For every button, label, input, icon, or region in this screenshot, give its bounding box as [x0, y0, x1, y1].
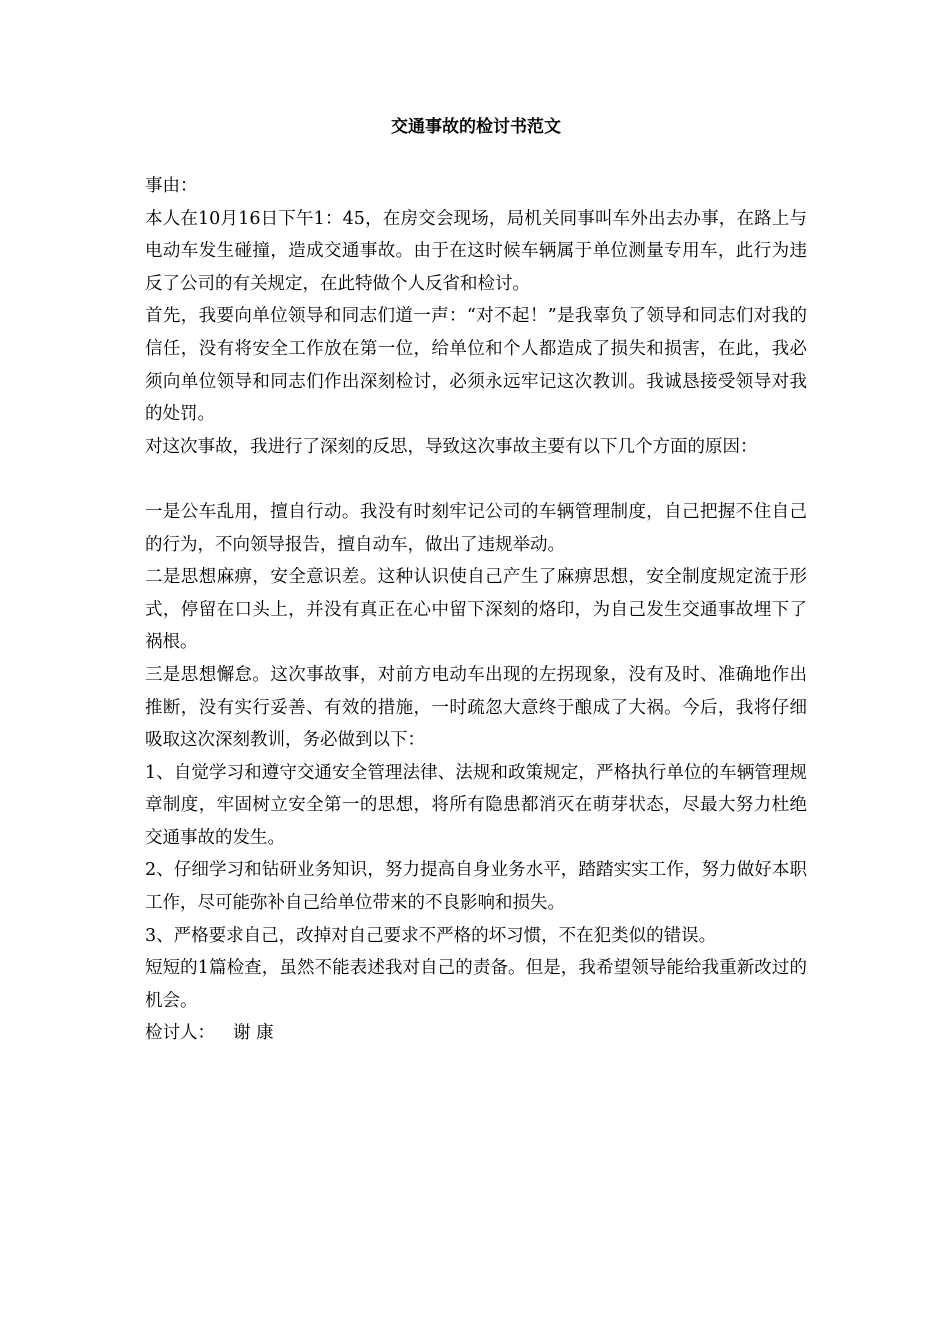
cause-one-paragraph: 一是公车乱用，擅自行动。我没有时刻牢记公司的车辆管理制度，自己把握不住自己的行为，不向领导报告，擅自动车，做出了违规举动。 — [145, 501, 807, 555]
commitment-one-paragraph: 1、自觉学习和遵守交通安全管理法律、法规和政策规定，严格执行单位的车辆管理规章制度，牢固树立安全第一的思想，将所有隐患都消灭在萌芽状态，尽最大努力杜绝交通事故的发生。 — [145, 762, 807, 848]
blank-line — [145, 463, 807, 496]
document-title: 交通事故的检讨书范文 — [391, 117, 561, 137]
commitment-three-paragraph: 3、严格要求自己，改掉对自己要求不严格的坏习惯，不在犯类似的错误。 — [145, 925, 717, 946]
document-page — [145, 112, 807, 1050]
signer-name: 谢 康 — [233, 1023, 274, 1044]
commitment-two-paragraph: 2、仔细学习和钻研业务知识，努力提高自身业务水平，踏踏实实工作，努力做好本职工作，尽可能弥补自己给单位带来的不良影响和损失。 — [145, 860, 807, 914]
reflection-intro-paragraph: 对这次事故，我进行了深刻的反思，导致这次事故主要有以下几个方面的原因： — [145, 436, 758, 457]
incident-paragraph: 本人在10月16日下午1：45，在房交会现场，局机关同事叫车外出去办事，在路上与电动车发生碰撞，造成交通事故。由于在这时候车辆属于单位测量专用车，此行为违反了公司的有关规定，在此特做个人反省和检讨。 — [145, 208, 807, 294]
apology-paragraph: 首先，我要向单位领导和同志们道一声：“对不起！”是我辜负了领导和同志们对我的信任，没有将安全工作放在第一位，给单位和个人都造成了损失和损害，在此，我必须向单位领导和同志们作出深刻检讨，必须永远牢记这次教训。我诚恳接受领导对我的处罚。 — [145, 306, 807, 425]
signer-label: 检讨人： — [145, 1023, 215, 1044]
signature-line — [145, 1017, 807, 1050]
cause-three-paragraph: 三是思想懈怠。这次事故事，对前方电动车出现的左拐现象，没有及时、准确地作出推断，没有实行妥善、有效的措施，一时疏忽大意终于酿成了大祸。今后，我将仔细吸取这次深刻教训，务必做到以下： — [145, 664, 807, 751]
reason-heading: 事由： — [145, 176, 198, 196]
cause-two-paragraph: 二是思想麻痹，安全意识差。这种认识使自己产生了麻痹思想，安全制度规定流于形式，停留在口头上，并没有真正在心中留下深刻的烙印，为自己发生交通事故埋下了祸根。 — [145, 567, 807, 653]
closing-paragraph: 短短的1篇检查，虽然不能表述我对自己的责备。但是，我希望领导能给我重新改过的机会。 — [145, 958, 807, 1011]
